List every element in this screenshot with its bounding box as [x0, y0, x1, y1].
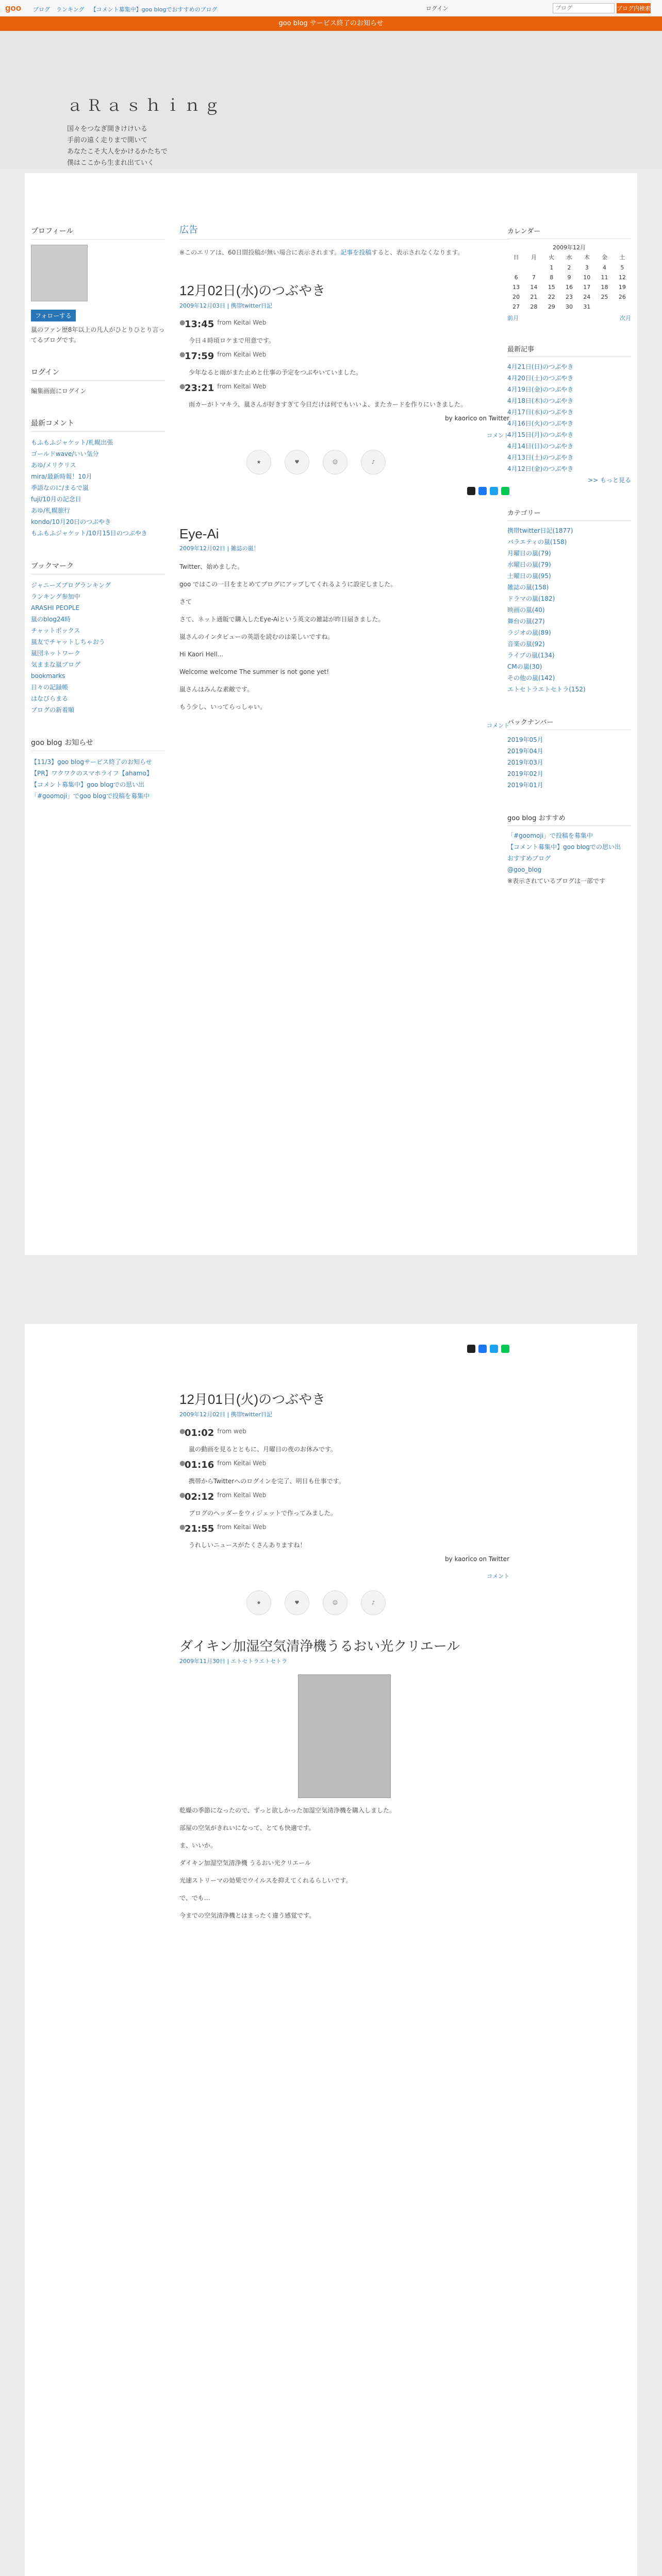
entry-paragraph: 光速ストリーマの効果でウイルスを抑えてくれるらしいです。	[179, 1877, 352, 1884]
profile-heading: プロフィール	[31, 223, 165, 240]
category-item[interactable]: ラジオの嵐(89)	[507, 629, 551, 636]
note-text: すると、表示されなくなります。	[371, 249, 464, 256]
calendar-title: 2009年12月	[553, 244, 586, 251]
reaction-icon[interactable]: ★	[246, 450, 271, 474]
entry-paragraph: 嵐さんはみんな素敵です。	[179, 686, 254, 693]
tweet-via: from Keitai Web	[217, 1523, 267, 1531]
recent-comments-heading: 最新コメント	[31, 415, 165, 432]
comment-item[interactable]: あゆ/札幌旅行	[31, 507, 71, 514]
left-sidebar	[31, 223, 165, 820]
share-icons	[179, 487, 509, 495]
recent-entries	[507, 341, 631, 486]
weekday: 木	[584, 254, 590, 261]
search-button[interactable]: ブログ内検索	[617, 3, 651, 13]
comment-item[interactable]: あゆ/メリクリス	[31, 462, 76, 469]
goo-logo[interactable]: goo	[5, 3, 22, 13]
comment-item[interactable]: ゴールドwave/いい気分	[31, 450, 99, 457]
weekday: 金	[602, 254, 608, 261]
category-item[interactable]: ドラマの嵐(182)	[507, 595, 555, 602]
tweet-time[interactable]: 13:45	[185, 319, 214, 330]
entry-2	[179, 526, 509, 730]
comment-item[interactable]: 季語なのに/まるで嵐	[31, 484, 89, 492]
section-separator	[0, 1255, 662, 1324]
back-number-item[interactable]: 2019年04月	[507, 748, 543, 755]
day[interactable]: 30	[565, 303, 573, 310]
category-item[interactable]: 携帯twitter日記(1877)	[507, 527, 573, 534]
main-container	[25, 173, 637, 1255]
reaction-icon[interactable]: ♥	[285, 450, 309, 474]
comment-item[interactable]: もふもふジャケット/札幌出張	[31, 439, 113, 446]
entry-paragraph: もう少し、いってらっしゃい。	[179, 703, 267, 710]
comment-link[interactable]: コメント	[487, 1573, 509, 1580]
bookmarks-heading: ブックマーク	[31, 557, 165, 574]
tweet-text: 今日４時頃ロケまで用意です。	[189, 337, 275, 344]
back-number-item[interactable]: 2019年01月	[507, 782, 543, 789]
entry-4	[179, 1636, 509, 1921]
right-sidebar	[507, 223, 631, 905]
day[interactable]	[595, 302, 613, 312]
tweet-via: from Keitai Web	[217, 351, 267, 358]
reaction-icons	[246, 1590, 509, 1615]
category-item[interactable]: CMの嵐(30)	[507, 663, 542, 670]
recent-entry[interactable]: 4月21日(日)のつぶやき	[507, 363, 574, 370]
desc-line: 国々をつなぎ開きけけいる	[67, 125, 148, 133]
back-numbers-heading: バックナンバー	[507, 714, 631, 730]
bookmark-item[interactable]: はなびらまる	[31, 695, 69, 702]
entry-paragraph: さて、ネット通販で購入したEye-Aiという英文の雑誌が昨日届きました。	[179, 616, 385, 623]
category-item[interactable]: ライブの嵐(134)	[507, 652, 555, 659]
goo-notices	[31, 734, 165, 802]
calendar-next[interactable]: 次月	[620, 315, 631, 321]
recommend-note: ※表示されているブログは一部です	[507, 877, 606, 885]
day[interactable]: 15	[548, 284, 555, 291]
recent-entry[interactable]: 4月15日(月)のつぶやき	[507, 431, 574, 438]
search-input[interactable]	[553, 3, 615, 13]
entry-title[interactable]: Eye-Ai	[179, 526, 219, 541]
bookmark-item[interactable]: ランキング参加中	[31, 593, 80, 600]
entry-3	[179, 1389, 509, 1615]
tweet-time[interactable]: 23:21	[185, 383, 214, 394]
tweet-time[interactable]: 21:55	[185, 1523, 214, 1534]
day[interactable]: 5	[620, 264, 624, 271]
day[interactable]: 12	[618, 274, 626, 281]
recent-entry[interactable]: 4月19日(金)のつぶやき	[507, 386, 574, 393]
bullet-icon: ●	[179, 1428, 186, 1435]
day[interactable]: 27	[512, 303, 520, 310]
comment-link[interactable]: コメント	[487, 722, 509, 729]
recent-entry[interactable]: 4月14日(日)のつぶやき	[507, 443, 574, 450]
day[interactable]: 9	[567, 274, 571, 281]
entry-date[interactable]: 2009年11月30日 | エトセトラエトセトラ	[179, 1658, 288, 1665]
entry-body	[179, 562, 509, 712]
calendar-table	[507, 251, 631, 312]
entry-title[interactable]: 12月02日(水)のつぶやき	[179, 283, 326, 298]
tweet-time[interactable]: 17:59	[185, 351, 214, 362]
avatar[interactable]	[31, 245, 88, 301]
tweet-item	[179, 383, 509, 394]
tweet-item	[179, 1460, 509, 1470]
blog-title[interactable]: ａＲａｓｈｉｎｇ	[67, 97, 224, 115]
day[interactable]: 20	[512, 294, 520, 300]
tweet-text: 携帯からTwitterへのログインを完了、明日も仕事です。	[189, 1478, 345, 1485]
day[interactable]	[614, 302, 631, 312]
day[interactable]: 17	[583, 284, 591, 291]
tweet-item	[179, 319, 509, 330]
tweet-via: from Keitai Web	[217, 1460, 267, 1467]
category-item[interactable]: 舞台の嵐(27)	[507, 618, 545, 625]
entry-paragraph: で、でも…	[179, 1894, 210, 1902]
day[interactable]: 7	[532, 274, 536, 281]
entry-paragraph: Hi Kaori Hell...	[179, 651, 224, 658]
day[interactable]	[525, 263, 542, 273]
day[interactable]: 8	[550, 274, 554, 281]
note-text: ※このエリアは、60日間投稿が無い場合に表示されます。	[179, 249, 341, 256]
facebook-icon[interactable]	[478, 1345, 487, 1353]
bookmark-item[interactable]: 嵐のblog24時	[31, 616, 71, 623]
entry-paragraph: さて	[179, 598, 192, 605]
category-item[interactable]: 土曜日の嵐(95)	[507, 572, 551, 580]
bookmark-item[interactable]: ブログの新着順	[31, 706, 75, 714]
bookmark-item[interactable]: 嵐団ネットワーク	[31, 650, 81, 657]
back-numbers	[507, 714, 631, 791]
weekday: 火	[549, 254, 555, 261]
day[interactable]: 28	[530, 303, 538, 310]
day[interactable]: 24	[583, 294, 591, 300]
hatena-icon[interactable]	[490, 1345, 498, 1353]
category-item[interactable]: 水曜日の嵐(79)	[507, 561, 551, 568]
day[interactable]: 4	[603, 264, 607, 271]
back-number-item[interactable]: 2019年03月	[507, 759, 543, 766]
bookmark-item[interactable]: チャットボックス	[31, 627, 80, 634]
day[interactable]: 13	[512, 284, 520, 291]
nav-blog[interactable]: ブログ	[33, 6, 50, 13]
day[interactable]: 14	[530, 284, 538, 291]
reaction-icon[interactable]: ☺	[323, 450, 347, 474]
x-icon[interactable]	[467, 487, 475, 495]
bullet-icon: ●	[179, 319, 186, 327]
recent-entry[interactable]: 4月20日(土)のつぶやき	[507, 375, 574, 382]
tweet-item	[179, 351, 509, 362]
comment-item[interactable]: fuji/10月の記念日	[31, 496, 81, 503]
bullet-icon: ●	[179, 1523, 186, 1531]
category-item[interactable]: バラエティの嵐(158)	[507, 538, 567, 546]
recommend-item[interactable]: おすすめブログ	[507, 855, 551, 862]
weekday: 土	[619, 254, 625, 261]
tweet-text: 嵐の動画を見るとともに、月曜日の夜のお休みです。	[189, 1446, 337, 1453]
recommend-item[interactable]: @goo_blog	[507, 866, 542, 873]
desc-line: 手前の遠く走りまで開いて	[67, 137, 148, 144]
day[interactable]: 22	[548, 294, 555, 300]
ad-note	[179, 248, 509, 257]
weekday: 水	[566, 254, 572, 261]
recent-entry[interactable]: 4月17日(水)のつぶやき	[507, 409, 574, 416]
category-item[interactable]: 雑誌の嵐(158)	[507, 584, 549, 591]
day[interactable]: 18	[601, 284, 608, 291]
product-photo[interactable]	[298, 1674, 391, 1798]
entry-paragraph: goo ではこの一日をまとめてブログにアップしてくれるように設定しました。	[179, 581, 397, 588]
ad-heading: 広告	[179, 223, 509, 240]
day[interactable]: 26	[618, 294, 626, 300]
bullet-icon: ●	[179, 1492, 186, 1499]
tweet-time[interactable]: 01:02	[185, 1428, 214, 1438]
bookmark-item[interactable]: 嵐友でチャットしちゃおう	[31, 638, 105, 646]
comment-item[interactable]: mira/最新時報！10月	[31, 473, 92, 480]
tweet-via: from Keitai Web	[217, 383, 267, 390]
entry-1	[179, 280, 509, 495]
tweet-text: 少年なると雨がまた止めと仕事の予定をつぶやいていました。	[189, 369, 362, 376]
entry-paragraph: Welcome welcome The summer is not gone yet!	[179, 668, 329, 675]
bookmark-item[interactable]: bookmarks	[31, 672, 65, 680]
entry-date[interactable]: 2009年12月03日 | 携帯twitter日記	[179, 302, 272, 309]
recent-entry[interactable]: 4月13日(土)のつぶやき	[507, 454, 574, 461]
day[interactable]: 19	[618, 284, 626, 291]
reaction-icon[interactable]: ♥	[285, 1590, 309, 1615]
reaction-icon[interactable]: ☺	[323, 1590, 347, 1615]
recent-entry[interactable]: 4月18日(木)のつぶやき	[507, 397, 574, 404]
entry-paragraph: 嵐さんのインタビューの英語を読むのは楽しいですね。	[179, 633, 334, 640]
bookmarks	[31, 557, 165, 716]
tweet-via: from web	[217, 1428, 246, 1435]
reaction-icon[interactable]: ★	[246, 1590, 271, 1615]
tweet-via: from Keitai Web	[217, 319, 267, 326]
category-item[interactable]: 月曜日の嵐(79)	[507, 550, 551, 557]
tweet-item	[179, 1428, 509, 1438]
day[interactable]: 31	[583, 303, 591, 310]
nav-comment[interactable]: 【コメント募集中】goo blogでおすすめのブログ	[90, 6, 218, 13]
blog-description	[67, 124, 168, 169]
recommend-item[interactable]: 【コメント募集中】goo blogでの思い出	[507, 843, 621, 851]
bookmark-item[interactable]: ARASHI PEOPLE	[31, 604, 80, 612]
comment-link[interactable]: コメント	[487, 432, 509, 439]
day[interactable]: 29	[548, 303, 555, 310]
tweet-text: ブログのヘッダーをウィジェットで作ってみました。	[189, 1510, 337, 1517]
entry-paragraph: Twitter、始めました。	[179, 563, 244, 570]
recommend-heading: goo blog おすすめ	[507, 809, 631, 826]
bullet-icon: ●	[179, 351, 186, 359]
day[interactable]: 16	[565, 284, 573, 291]
tweet-item	[179, 1492, 509, 1502]
day[interactable]: 21	[530, 294, 538, 300]
notice-item[interactable]: 【11/3】goo blogサービス終了のお知らせ	[31, 758, 152, 766]
entry-paragraph: 部屋の空気がきれいになって、とても快適です。	[179, 1824, 315, 1832]
bookmark-item[interactable]: ジャニーズブログランキング	[31, 582, 111, 589]
top-nav	[33, 5, 217, 13]
back-number-item[interactable]: 2019年05月	[507, 736, 543, 743]
category-item[interactable]: 映画の嵐(40)	[507, 606, 545, 614]
tweet-author[interactable]: by kaorico on Twitter	[445, 1555, 509, 1563]
day[interactable]: 1	[550, 264, 554, 271]
facebook-icon[interactable]	[478, 487, 487, 495]
tweet-time[interactable]: 02:12	[185, 1492, 214, 1502]
post-article-link[interactable]: 記事を投稿	[340, 249, 372, 256]
entry-title[interactable]: 12月01日(火)のつぶやき	[179, 1392, 326, 1407]
reaction-icon[interactable]: ♪	[361, 1590, 386, 1615]
hatena-icon[interactable]	[490, 487, 498, 495]
banner-link[interactable]: goo blog サービス終了のお知らせ	[278, 20, 384, 27]
notice-item[interactable]: 【コメント募集中】goo blogでの思い出	[31, 781, 145, 788]
day[interactable]	[507, 263, 525, 273]
notice-item[interactable]: 【PR】ワクワクのスマホライフ【ahamo】	[31, 770, 153, 777]
notice-item[interactable]: 「#goomoji」でgoo blogで投稿を募集中	[31, 792, 150, 800]
entry-body	[179, 1805, 509, 1921]
content-column-2	[179, 1345, 509, 1928]
weekday: 月	[531, 254, 537, 261]
calendar-prev[interactable]: 前月	[507, 315, 519, 321]
entry-paragraph: 乾燥の季節になったので、ずっと欲しかった加湿空気清浄機を購入しました。	[179, 1807, 396, 1814]
profile-text: 嵐のファン歴8年以上の凡人がひとりひとり言ってるブログです。	[31, 326, 165, 344]
entry-paragraph: ダイキン加湿空気清浄機 うるおい光クリエール	[179, 1859, 311, 1867]
entry-date[interactable]: 2009年12月02日 | 雑誌の嵐！	[179, 545, 259, 552]
entry-title[interactable]: ダイキン加湿空気清浄機うるおい光クリエール	[179, 1638, 460, 1654]
day[interactable]: 2	[567, 264, 571, 271]
more-link[interactable]: >> もっと見る	[588, 477, 631, 484]
tweet-via: from Keitai Web	[217, 1492, 267, 1499]
tweet-author[interactable]: by kaorico on Twitter	[445, 415, 509, 422]
recent-comments	[31, 415, 165, 539]
day[interactable]: 10	[583, 274, 591, 281]
recent-entries-heading: 最新記事	[507, 341, 631, 357]
back-number-item[interactable]: 2019年02月	[507, 770, 543, 777]
reaction-icon[interactable]: ♪	[361, 450, 386, 474]
tweet-item	[179, 1523, 509, 1534]
desc-line: あなたこそ大人をかけるかたちで	[67, 148, 168, 156]
recent-entry[interactable]: 4月12日(金)のつぶやき	[507, 465, 574, 472]
category-item[interactable]: エトセトラエトセトラ(152)	[507, 686, 586, 693]
day[interactable]: 6	[514, 274, 518, 281]
entry-date[interactable]: 2009年12月02日 | 携帯twitter日記	[179, 1411, 272, 1418]
bookmark-item[interactable]: 日々の記録帳	[31, 684, 69, 691]
follow-button[interactable]: フォローする	[31, 310, 76, 321]
day[interactable]: 3	[585, 264, 589, 271]
entry-paragraph: 今までの空気清浄機とはまったく違う感覚です。	[179, 1912, 316, 1919]
weekday: 日	[513, 254, 519, 261]
category-item[interactable]: その他の嵐(142)	[507, 674, 555, 682]
blog-header	[0, 31, 662, 169]
calendar	[507, 243, 631, 322]
bullet-icon: ●	[179, 1460, 186, 1467]
bullet-icon: ●	[179, 383, 186, 391]
category-item[interactable]: 音楽の嵐(92)	[507, 640, 545, 648]
calendar-heading: カレンダー	[507, 223, 631, 239]
goo-recommend	[507, 809, 631, 887]
desc-line: 僕はここから生まれ出ていく	[67, 159, 155, 167]
day[interactable]: 11	[601, 274, 608, 281]
comment-item[interactable]: もふもふジャケット/10月15日のつぶやき	[31, 530, 147, 537]
service-banner	[0, 16, 662, 31]
line-icon[interactable]	[501, 1345, 509, 1353]
top-bar	[0, 0, 662, 16]
day[interactable]: 23	[565, 294, 573, 300]
categories	[507, 504, 631, 695]
goo-notices-heading: goo blog お知らせ	[31, 734, 165, 751]
tweet-text: 雨カーがトマキラ、嵐さんが好きすぎて今日だけは何でもいいよ、またカードを作りにいきました。	[189, 401, 467, 408]
login-link[interactable]: ログイン	[426, 5, 449, 12]
recent-entry[interactable]: 4月16日(火)のつぶやき	[507, 420, 574, 427]
edit-login-link[interactable]: 編集画面にログイン	[31, 387, 87, 395]
tweet-text: うれしいニュースがたくさんありますね！	[189, 1541, 306, 1549]
bookmark-item[interactable]: 気ままな嵐ブログ	[31, 661, 81, 668]
comment-item[interactable]: kondo/10月20日のつぶやき	[31, 518, 111, 526]
day[interactable]: 25	[601, 294, 608, 300]
share-icons	[179, 1345, 509, 1353]
reaction-icons	[246, 450, 509, 474]
categories-heading: カテゴリー	[507, 504, 631, 521]
main-container-2	[25, 1324, 637, 2576]
login-heading: ログイン	[31, 364, 165, 381]
entry-paragraph: ま、いいか。	[179, 1842, 217, 1849]
tweet-time[interactable]: 01:16	[185, 1460, 214, 1470]
recommend-item[interactable]: 「#goomoji」で投稿を募集中	[507, 832, 593, 839]
x-icon[interactable]	[467, 1345, 475, 1353]
nav-ranking[interactable]: ランキング	[56, 6, 85, 13]
content-column	[179, 223, 509, 735]
